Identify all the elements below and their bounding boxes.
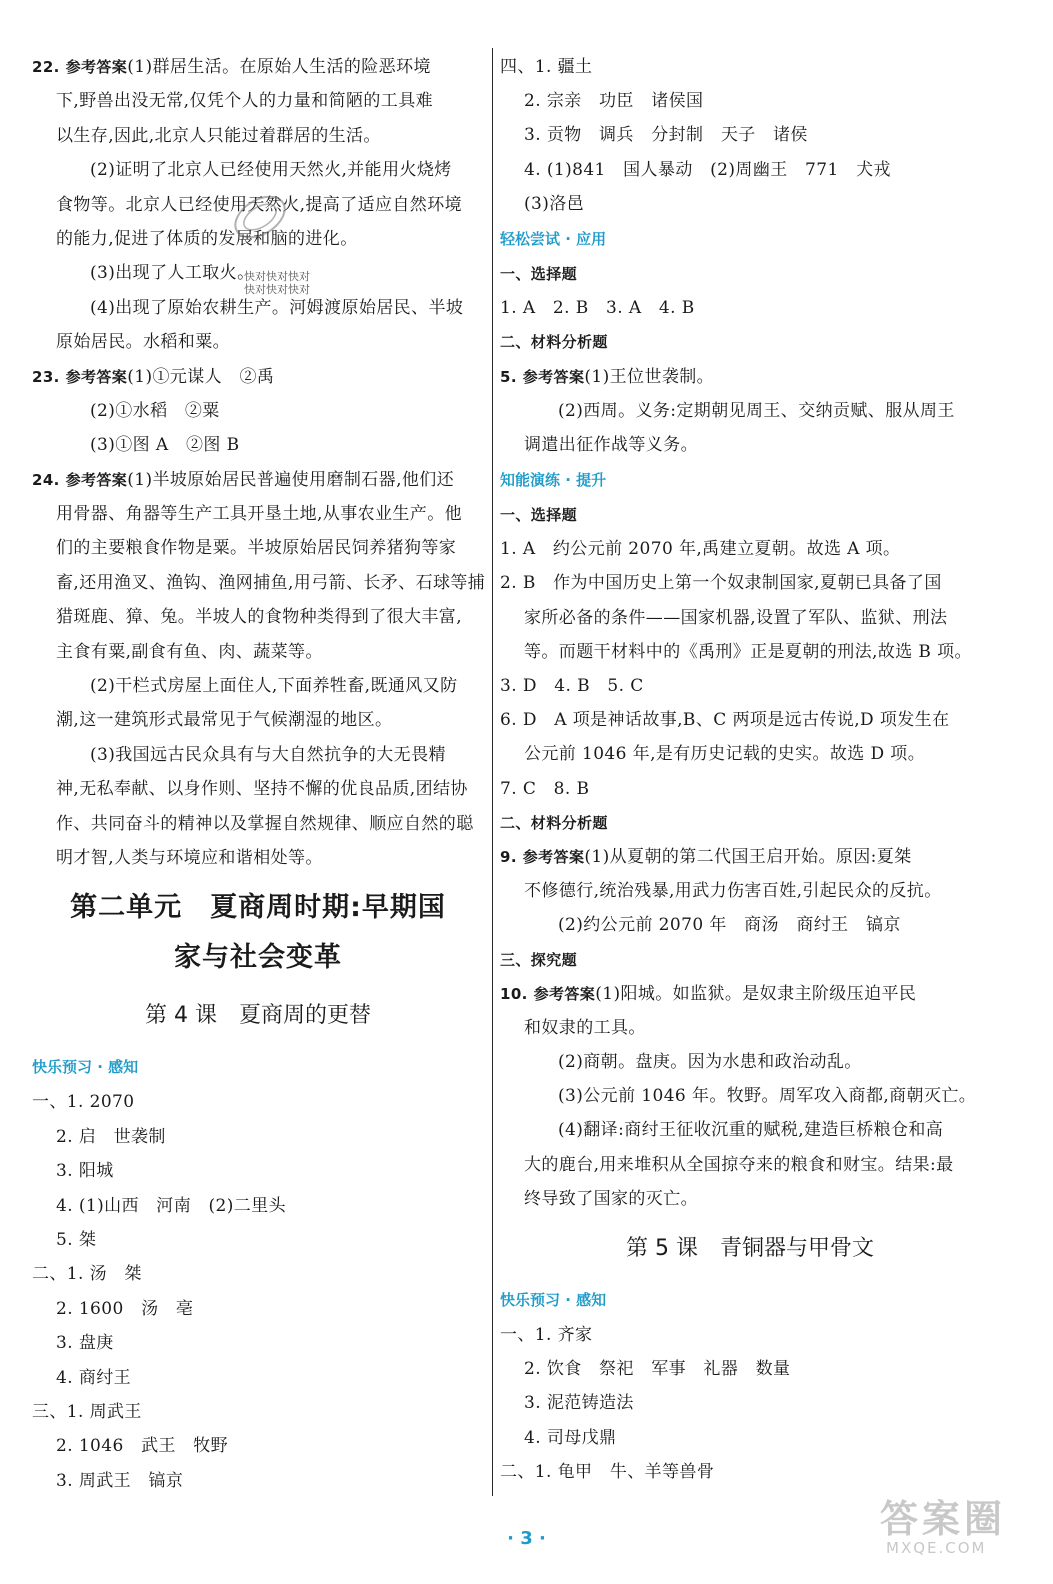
lesson-4-title: 第 4 课 夏商周的更替	[145, 1003, 371, 1029]
answer-line: 2. 启 世袭制	[56, 1126, 166, 1147]
answer-line: 3. 贡物 调兵 分封制 天子 诸侯	[524, 125, 808, 146]
section-heading-drill: 知能演练 · 提升	[500, 471, 607, 490]
answer-line: (2)商朝。盘庚。因为水患和政治动乱。	[558, 1052, 862, 1073]
answer-line: 用骨器、角器等生产工具开垦土地,从事农业生产。他	[56, 504, 463, 525]
answer-label: 参考答案	[65, 470, 128, 489]
right-column	[500, 50, 1000, 1489]
answer-line: (1)①元谋人 ②禹	[127, 366, 275, 387]
answer-line: (2)干栏式房屋上面住人,下面养牲畜,既通风又防	[90, 676, 458, 697]
answer-line: 畜,还用渔叉、渔钩、渔网捕鱼,用弓箭、长矛、石球等捕	[56, 572, 486, 593]
answer-line: 神,无私奉献、以身作则、坚持不懈的优良品质,团结协	[56, 779, 468, 800]
page-number: · 3 ·	[507, 1528, 546, 1549]
section-heading-preview: 快乐预习 · 感知	[32, 1058, 139, 1077]
answer-line: 等。而题干材料中的《禹刑》正是夏朝的刑法,故选 B 项。	[524, 641, 972, 662]
answer-line: 家所必备的条件——国家机器,设置了军队、监狱、刑法	[524, 607, 948, 628]
answer-line: 7. C 8. B	[500, 778, 590, 799]
answer-line: (2)约公元前 2070 年 商汤 商纣王 镐京	[558, 915, 901, 936]
corner-watermark	[880, 1488, 1006, 1557]
answer-line: 1. A 2. B 3. A 4. B	[500, 298, 695, 319]
answer-line: 2. 饮食 祭祀 军事 礼器 数量	[524, 1359, 791, 1380]
answer-line: 原始居民。水稻和粟。	[56, 332, 230, 353]
answer-line: 四、1. 疆土	[500, 57, 593, 77]
answer-label: 参考答案	[522, 847, 585, 866]
answer-line: 3. 盘庚	[56, 1333, 114, 1354]
left-column	[32, 50, 484, 1498]
answer-line: (3)我国远古民众具有与大自然抗争的大无畏精	[90, 744, 446, 765]
answer-label: 参考答案	[65, 58, 128, 76]
answer-line: 作、共同奋斗的精神以及掌握自然规律、顺应自然的聪	[56, 813, 474, 834]
preview-answers	[32, 1085, 484, 1498]
subsection-heading: 二、材料分析题	[500, 333, 608, 352]
answer-line: 调遣出征作战等义务。	[524, 434, 698, 455]
answer-line: (3)①图 A ②图 B	[90, 435, 240, 456]
answer-line: 6. D A 项是神话故事,B、C 两项是远古传说,D 项发生在	[500, 710, 950, 731]
watermark-main: 答案圈	[880, 1497, 1007, 1541]
question-number: 24.	[32, 470, 60, 489]
answer-line: 猎斑鹿、獐、兔。半坡人的食物种类得到了很大丰富,	[56, 607, 463, 628]
answer-line: 二、1. 龟甲 牛、羊等兽骨	[500, 1461, 715, 1482]
answer-line: (1)从夏朝的第二代国王启开始。原因:夏桀	[584, 846, 912, 867]
watermark-sub: MXQE.COM	[886, 1539, 987, 1557]
watermark-text	[244, 270, 310, 296]
question-23	[32, 360, 484, 463]
question-number: 10.	[500, 984, 528, 1003]
answer-line: 主食有粟,副食有鱼、肉、蔬菜等。	[56, 641, 323, 662]
answer-line: 以生存,因此,北京人只能过着群居的生活。	[56, 125, 381, 146]
answer-line: 明才智,人类与环境应和谐相处等。	[56, 847, 323, 868]
answer-line: (1)王位世袭制。	[584, 366, 715, 387]
answer-line: 终导致了国家的灭亡。	[524, 1188, 698, 1209]
answer-label: 参考答案	[522, 367, 585, 386]
answer-line: (2)证明了北京人已经使用天然火,并能用火烧烤	[90, 160, 452, 181]
answer-line: 们的主要粮食作物是粟。半坡原始居民饲养猪狗等家	[56, 538, 457, 559]
watermark-line: 快对快对快对	[244, 270, 310, 283]
unit-title-line-2: 家与社会变革	[174, 942, 342, 974]
try-answers	[500, 257, 1000, 462]
answer-line: 2. 1600 汤 亳	[56, 1298, 194, 1319]
answer-line: 3. 阳城	[56, 1161, 114, 1182]
watermark-line: 快对快对快对	[244, 283, 310, 296]
unit-title-line-1: 第二单元 夏商周时期:早期国	[70, 892, 446, 924]
question-number: 23.	[32, 367, 60, 386]
answer-line: 下,野兽出没无常,仅凭个人的力量和简陋的工具难	[56, 91, 434, 112]
answer-line: 和奴隶的工具。	[524, 1017, 646, 1038]
answer-line: 4. 商纣王	[56, 1367, 132, 1388]
answer-line: (2)①水稻 ②粟	[90, 400, 220, 421]
subsection-heading: 二、材料分析题	[500, 813, 608, 832]
answer-line: 大的鹿台,用来堆积从全国掠夺来的粮食和财宝。结果:最	[524, 1154, 954, 1175]
answer-line: 4. (1)841 国人暴动 (2)周幽王 771 犬戎	[524, 159, 891, 180]
answer-line: 食物等。北京人已经使用天然火,提高了适应自然环境	[56, 194, 463, 215]
answer-line: 3. 泥范铸造法	[524, 1393, 634, 1414]
question-number: 5.	[500, 367, 517, 386]
answer-line: 4. 司母戊鼎	[524, 1427, 617, 1448]
answer-line: 一、1. 2070	[32, 1092, 135, 1113]
answer-line: 公元前 1046 年,是有历史记载的史实。故选 D 项。	[524, 744, 926, 765]
answer-line: (4)出现了原始农耕生产。河姆渡原始居民、半坡	[90, 297, 464, 318]
answer-line: (1)阳城。如监狱。是奴隶主阶级压迫平民	[595, 983, 917, 1004]
subsection-heading: 一、选择题	[500, 264, 578, 283]
preview-answers	[500, 1318, 1000, 1489]
answer-line: (4)翻译:商纣王征收沉重的赋税,建造巨桥粮仓和高	[558, 1120, 944, 1141]
answer-line: (3)洛邑	[524, 193, 585, 214]
section-heading-try: 轻松尝试 · 应用	[500, 229, 607, 248]
answer-line: 潮,这一建筑形式最常见于气候潮湿的地区。	[56, 710, 393, 731]
subsection-heading: 三、探究题	[500, 950, 578, 969]
answer-line: (3)出现了人工取火。	[90, 263, 255, 284]
answer-line: (1)群居生活。在原始人生活的险恶环境	[127, 57, 431, 77]
answer-line: 的能力,促进了体质的发展和脑的进化。	[56, 228, 358, 249]
answer-line: (1)半坡原始居民普遍使用磨制石器,他们还	[127, 469, 455, 490]
subsection-heading: 一、选择题	[500, 506, 578, 525]
answer-label: 参考答案	[533, 984, 596, 1003]
answer-line: (3)公元前 1046 年。牧野。周军攻入商都,商朝灭亡。	[558, 1086, 977, 1107]
drill-answers	[500, 498, 1000, 1216]
answer-line: (2)西周。义务:定期朝见周王、交纳贡赋、服从周王	[558, 400, 955, 421]
column-divider	[492, 48, 493, 1496]
answer-line: 二、1. 汤 桀	[32, 1264, 142, 1285]
answer-line: 5. 桀	[56, 1229, 97, 1250]
lesson-5-title: 第 5 课 青铜器与甲骨文	[626, 1236, 874, 1261]
question-24	[32, 463, 484, 876]
answer-line: 4. (1)山西 河南 (2)二里头	[56, 1195, 286, 1216]
answer-label: 参考答案	[65, 367, 128, 386]
answer-line: 一、1. 齐家	[500, 1325, 593, 1345]
answer-line: 1. A 约公元前 2070 年,禹建立夏朝。故选 A 项。	[500, 539, 901, 560]
question-number: 9.	[500, 847, 517, 866]
answer-line: 2. 宗亲 功臣 诸侯国	[524, 91, 704, 112]
answer-line: 3. 周武王 镐京	[56, 1470, 184, 1491]
answer-line: 三、1. 周武王	[32, 1401, 142, 1422]
question-number: 22.	[32, 58, 60, 76]
answer-line: 2. 1046 武王 牧野	[56, 1436, 229, 1457]
answer-line: 不修德行,统治残暴,用武力伤害百姓,引起民众的反抗。	[524, 881, 942, 902]
answer-line: 3. D 4. B 5. C	[500, 676, 644, 696]
section-heading-preview: 快乐预习 · 感知	[500, 1291, 607, 1309]
part-4-answers	[500, 50, 1000, 221]
answer-line: 2. B 作为中国历史上第一个奴隶制国家,夏朝已具备了国	[500, 573, 942, 594]
